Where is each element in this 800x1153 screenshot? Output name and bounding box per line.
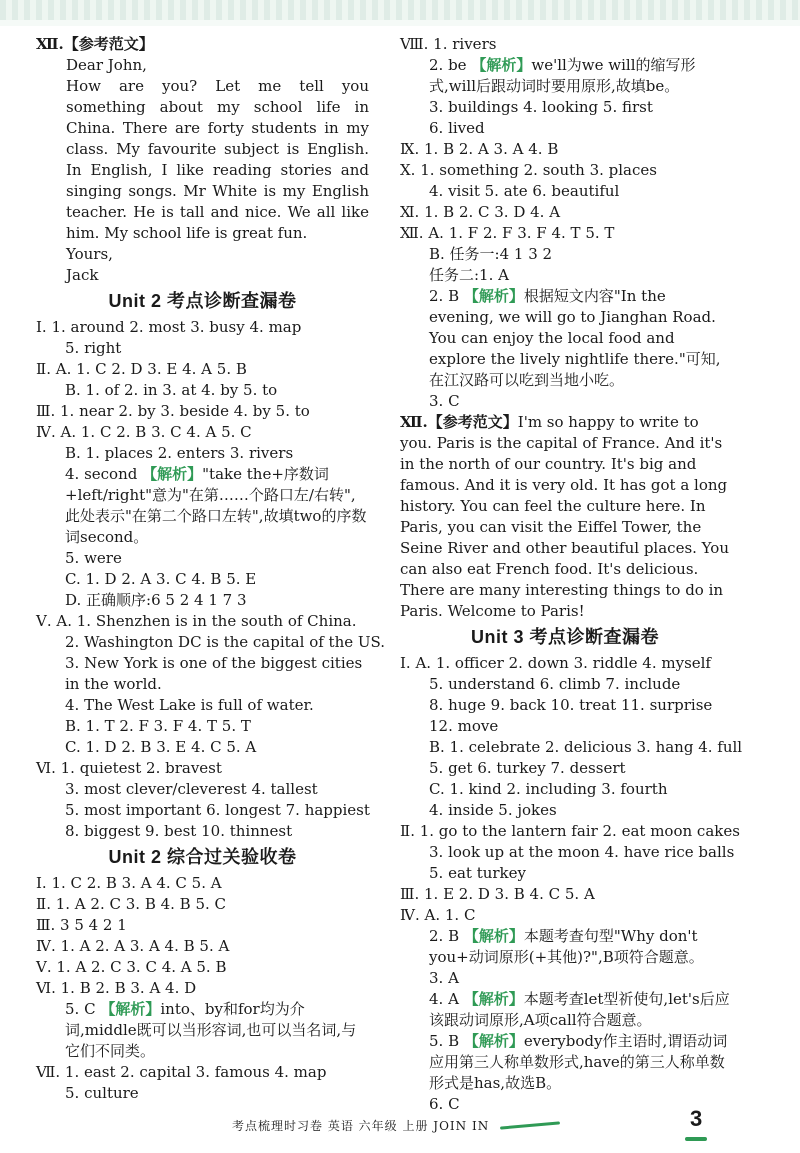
analysis-tag: 【解析】 — [471, 56, 532, 74]
answer-line: D. 正确顺序:6 5 2 4 1 7 3 — [65, 591, 247, 609]
analysis-tag: 【解析】 — [142, 465, 203, 483]
answer-line: Ⅲ. 1. E 2. D 3. B 4. C 5. A — [400, 885, 595, 903]
item-label: 5. B — [429, 1032, 460, 1050]
answer-line: C. 1. D 2. B 3. E 4. C 5. A — [65, 738, 257, 756]
answer-line: B. 1. T 2. F 3. F 4. T 5. T — [65, 717, 251, 735]
answer-line: 5. most important 6. longest 7. happiest — [65, 801, 370, 819]
answer-line: Ⅶ. 1. east 2. capital 3. famous 4. map — [36, 1063, 327, 1081]
xiii-heading: Ⅻ.【参考范文】 — [36, 35, 154, 53]
explanation-item — [400, 926, 730, 968]
answer-line: Ⅱ. 1. go to the lantern fair 2. eat moon cakes — [400, 822, 740, 840]
answer-line: 5. culture — [65, 1084, 139, 1102]
answer-line: Ⅺ. 1. B 2. C 3. D 4. A — [400, 203, 561, 221]
answer-line: Ⅴ. 1. A 2. C 3. C 4. A 5. B — [36, 958, 227, 976]
answer-line: Ⅳ. 1. A 2. A 3. A 4. B 5. A — [36, 937, 230, 955]
answer-line: C. 1. D 2. A 3. C 4. B 5. E — [65, 570, 257, 588]
left-column — [36, 34, 386, 1104]
page-footer — [0, 1108, 800, 1153]
item-label: 2. B — [429, 287, 460, 305]
footer-swoosh-decoration — [500, 1121, 560, 1129]
answer-line: B. 1. places 2. enters 3. rivers — [65, 444, 294, 462]
analysis-text: 本题考查句型"Why don't you+动词原形(+其他)?",B项符合题意。 — [429, 927, 704, 966]
answer-line: B. 1. celebrate 2. delicious 3. hang 4. full — [429, 738, 743, 756]
explanation-item — [400, 1031, 730, 1094]
answer-line: Ⅳ. A. 1. C — [400, 906, 476, 924]
answer-line: 3. most clever/cleverest 4. tallest — [65, 780, 318, 798]
answer-line: 5. were — [65, 549, 122, 567]
answer-line: 4. The West Lake is full of water. — [65, 696, 314, 714]
answer-line: 3. C — [429, 392, 460, 410]
item-label: 4. second — [65, 465, 138, 483]
answer-line: 6. lived — [429, 119, 485, 137]
answer-line: 4. inside 5. jokes — [429, 801, 557, 819]
letter-closing: Yours, — [66, 245, 113, 263]
answer-line: 5. get 6. turkey 7. dessert — [429, 759, 626, 777]
analysis-tag: 【解析】 — [463, 1032, 524, 1050]
top-decorative-band — [0, 0, 800, 26]
answer-line: 12. move — [429, 717, 499, 735]
answer-line: Ⅱ. A. 1. C 2. D 3. E 4. A 5. B — [36, 360, 247, 378]
analysis-text: "take the+序数词+left/right"意为"在第……个路口左/右转",此处表示"在第二个路口左转",故填two的序数词second。 — [65, 465, 367, 546]
answer-line: 4. visit 5. ate 6. beautiful — [429, 182, 620, 200]
footer-book-title: 考点梳理时习卷 英语 六年级 上册 JOIN IN — [232, 1119, 490, 1133]
letter-signature: Jack — [66, 266, 99, 284]
unit2-diagnosis-title: Unit 2 考点诊断查漏卷 — [108, 291, 297, 311]
item-label: 2. be — [429, 56, 467, 74]
answer-line: Ⅱ. 1. A 2. C 3. B 4. B 5. C — [36, 895, 227, 913]
item-label: 5. C — [65, 1000, 96, 1018]
answer-line: 3. A — [429, 969, 459, 987]
sample-letter — [36, 55, 369, 286]
answer-line: 任务二:1. A — [429, 266, 509, 284]
answer-line: 6. C — [429, 1095, 460, 1113]
analysis-text: 本题考查let型祈使句,let's后应该跟动词原形,A项call符合题意。 — [429, 990, 730, 1029]
explanation-item — [400, 55, 730, 97]
answer-line: Ⅰ. 1. around 2. most 3. busy 4. map — [36, 318, 302, 336]
answer-line: 2. Washington DC is the capital of the US. — [65, 633, 386, 651]
xiii-heading: Ⅻ.【参考范文】 — [400, 413, 518, 431]
answer-line: 3. buildings 4. looking 5. first — [429, 98, 653, 116]
right-column — [400, 34, 743, 1115]
answer-line: 3. look up at the moon 4. have rice balls — [429, 843, 735, 861]
item-label: 2. B — [429, 927, 460, 945]
explanation-item — [36, 464, 369, 548]
analysis-tag: 【解析】 — [463, 287, 524, 305]
analysis-tag: 【解析】 — [100, 1000, 161, 1018]
answer-line: 5. understand 6. climb 7. include — [429, 675, 681, 693]
answer-line: Ⅹ. 1. something 2. south 3. places — [400, 161, 657, 179]
analysis-text: into、by和for均为介词,middle既可以当形容词,也可以当名词,与它们不同类。 — [65, 1000, 357, 1060]
answer-line: Ⅵ. 1. B 2. B 3. A 4. D — [36, 979, 197, 997]
analysis-tag: 【解析】 — [463, 927, 524, 945]
answer-line: Ⅳ. A. 1. C 2. B 3. C 4. A 5. C — [36, 423, 252, 441]
page-number-underline — [685, 1137, 707, 1141]
answer-line: Ⅷ. 1. rivers — [400, 35, 497, 53]
analysis-tag: 【解析】 — [463, 990, 524, 1008]
answer-line: Ⅰ. 1. C 2. B 3. A 4. C 5. A — [36, 874, 222, 892]
explanation-item — [36, 999, 369, 1062]
letter-body: How are you? Let me tell you something about my school life in China. There are forty students in my class. My favourite subject is English. In English, I like reading stories and singing songs. Mr White is my English teacher. He is tall and nice. We all like him. My school life is great fun. — [66, 77, 369, 242]
answer-line: 3. New York is one of the biggest cities in the world. — [65, 654, 363, 693]
answer-line: Ⅲ. 3 5 4 2 1 — [36, 916, 127, 934]
letter-greeting: Dear John, — [66, 56, 147, 74]
explanation-item — [400, 989, 730, 1031]
answer-line: Ⅸ. 1. B 2. A 3. A 4. B — [400, 140, 559, 158]
explanation-item — [400, 286, 730, 391]
answer-line: Ⅲ. 1. near 2. by 3. beside 4. by 5. to — [36, 402, 310, 420]
answer-line: B. 任务一:4 1 3 2 — [429, 245, 553, 263]
page-number: 3 — [690, 1106, 703, 1131]
answer-line: 5. right — [65, 339, 122, 357]
sample-essay — [400, 412, 730, 622]
answer-line: Ⅻ. A. 1. F 2. F 3. F 4. T 5. T — [400, 224, 615, 242]
answer-line: 5. eat turkey — [429, 864, 526, 882]
answer-line: Ⅰ. A. 1. officer 2. down 3. riddle 4. myself — [400, 654, 711, 672]
analysis-text: we'll为we will的缩写形式,will后跟动词时要用原形,故填be。 — [429, 56, 696, 95]
answer-line: C. 1. kind 2. including 3. fourth — [429, 780, 668, 798]
unit3-diagnosis-title: Unit 3 考点诊断查漏卷 — [470, 627, 659, 647]
essay-text: I'm so happy to write to you. Paris is the capital of France. And it's in the north of our country. It's big and famous. And it is very old. It has got a long history. You can feel the culture here. In Paris, you can visit the Eiffel Tower, the Seine River and other beautiful places. You can also eat French food. It's delicious. There are many interesting things to do in Paris. Welcome to Paris! — [400, 413, 729, 620]
answer-line: Ⅴ. A. 1. Shenzhen is in the south of China. — [36, 612, 357, 630]
answer-line: 8. huge 9. back 10. treat 11. surprise — [429, 696, 713, 714]
answer-line: 8. biggest 9. best 10. thinnest — [65, 822, 293, 840]
analysis-text: everybody作主语时,谓语动词应用第三人称单数形式,have的第三人称单数形式是has,故选B。 — [429, 1032, 728, 1092]
answer-line: B. 1. of 2. in 3. at 4. by 5. to — [65, 381, 278, 399]
item-label: 4. A — [429, 990, 459, 1008]
answer-line: Ⅵ. 1. quietest 2. bravest — [36, 759, 222, 777]
unit2-review-title: Unit 2 综合过关验收卷 — [108, 847, 297, 867]
analysis-text: 根据短文内容"In the evening, we will go to Jianghan Road. You can enjoy the local food and explore the lively nightlife there."可知,在江汉路可以吃到当地小吃。 — [429, 287, 721, 389]
